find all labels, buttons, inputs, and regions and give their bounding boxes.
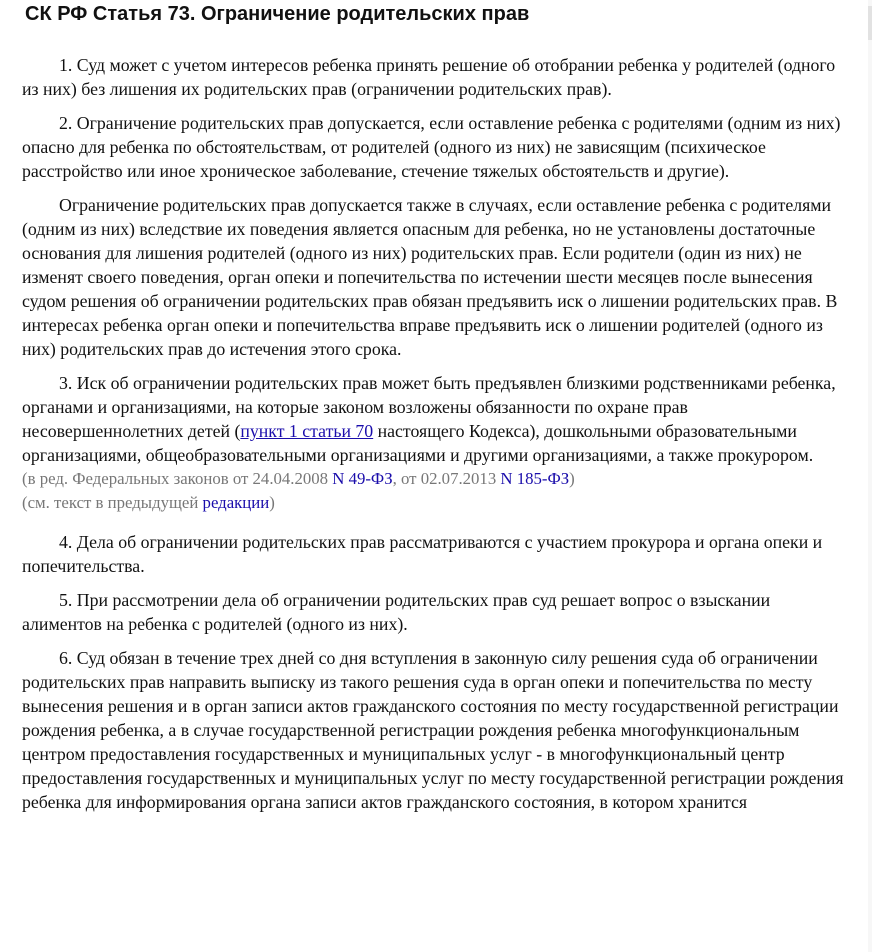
page-title: СК РФ Статья 73. Ограничение родительских прав <box>25 3 530 25</box>
scrollbar-track[interactable] <box>868 0 872 952</box>
document-page <box>22 0 844 824</box>
paragraph-1: 1. Суд может с учетом интересов ребенка принять решение об отобрании ребенка у родителей (одного из них) без лишения их родительских прав (ограничении родительских прав). <box>22 55 836 99</box>
paragraph-5: 5. При рассмотрении дела об ограничении родительских прав суд решает вопрос о взыскании алиментов на ребенка с родителей (одного из них). <box>22 590 771 634</box>
paragraph-3-text-before: 3. Иск об ограничении родительских прав может быть предъявлен близкими родственниками ребенка, органами и организациями, на которые законом возложены обязанности по охране прав несовершеннолетних детей ( <box>22 373 836 441</box>
amendment-note-suffix: ) <box>569 469 575 488</box>
paragraph-2-continued: Ограничение родительских прав допускается также в случаях, если оставление ребенка с родителями (одним из них) вследствие их поведения является опасным для ребенка, но не установлены достаточные основания для лишения родителей (одного из них) родительских прав. Если родители (один из них) не изменят своего поведения, орган опеки и попечительства по истечении шести месяцев после вынесения судом решения об ограничении родительских прав обязан предъявить иск о лишении родительских прав. В интересах ребенка орган опеки и попечительства вправе предъявить иск о лишении родителей (одного из них) родительских прав до истечения этого срока. <box>22 195 838 359</box>
article-70-link[interactable]: пункт 1 статьи 70 <box>240 421 374 441</box>
paragraph-6: 6. Суд обязан в течение трех дней со дня вступления в законную силу решения суда об ограничении родительских прав направить выписку из такого решения суда в орган опеки и попечительства по месту вынесения решения и в орган записи актов гражданского состояния по месту государственной регистрации рождения ребенка, а в случае государственной регистрации рождения ребенка многофункциональным центром предоставления государственных и муниципальных услуг - в многофункциональный центр предоставления государственных и муниципальных услуг по месту государственной регистрации рождения ребенка для информирования органа записи актов гражданского состояния, в котором хранится <box>22 648 844 812</box>
amendment-note-prefix: (в ред. Федеральных законов от 24.04.2008 <box>22 469 333 488</box>
paragraph-3-text-after: настоящего Кодекса), дошкольными образовательными организациями, общеобразовательными организациями и другими организациями, а также прокурором. <box>22 421 814 465</box>
previous-edition-prefix: (см. текст в предыдущей <box>22 493 203 512</box>
previous-edition-link[interactable]: редакции <box>202 493 270 512</box>
paragraph-3 <box>22 371 844 467</box>
previous-edition-note <box>22 491 844 515</box>
previous-edition-suffix: ) <box>269 493 275 512</box>
amendment-note <box>22 467 844 491</box>
amendment-note-middle: , от 02.07.2013 <box>392 469 501 488</box>
paragraph-2: 2. Ограничение родительских прав допускается, если оставление ребенка с родителями (одним из них) опасно для ребенка по обстоятельствам, от родителей (одного из них) не зависящим (психическое расстройство или иное хроническое заболевание, стечение тяжелых обстоятельств и другие). <box>22 113 841 181</box>
paragraph-4: 4. Дела об ограничении родительских прав рассматриваются с участием прокурора и органа опеки и попечительства. <box>22 532 823 576</box>
article-body <box>22 53 844 814</box>
law-185-fz-link[interactable]: N 185-ФЗ <box>500 469 570 488</box>
law-49-fz-link[interactable]: N 49-ФЗ <box>332 469 393 488</box>
scrollbar-thumb[interactable] <box>868 6 872 40</box>
